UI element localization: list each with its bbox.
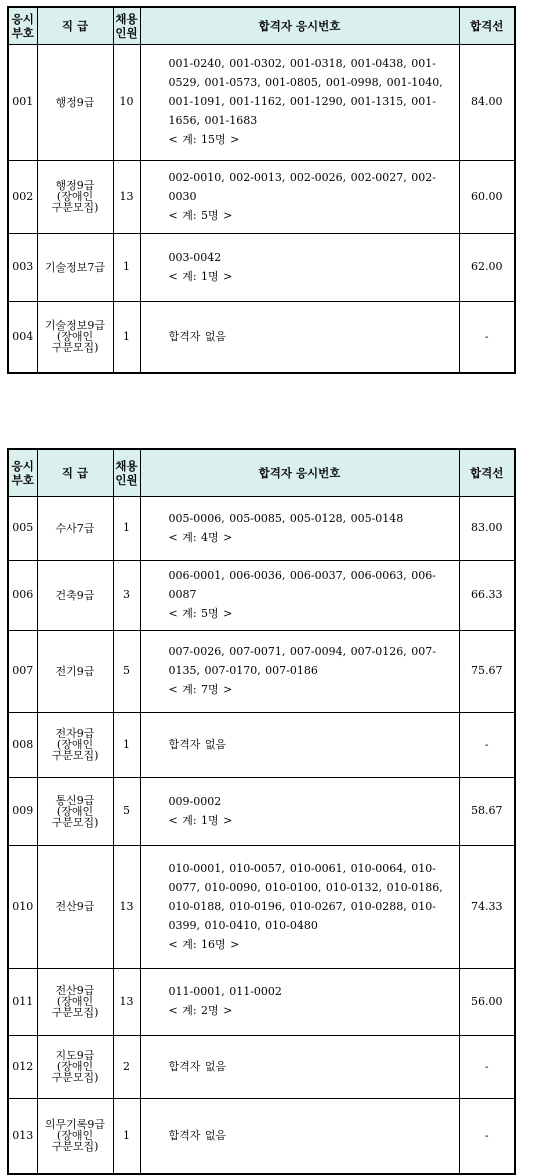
recruit-count: 1 xyxy=(113,233,140,301)
no-passer-note: 합격자 없음 xyxy=(168,329,227,343)
header-numbers: 합격자 응시번호 xyxy=(140,449,459,496)
exam-code: 003 xyxy=(8,233,37,301)
job-grade: 행정9급 (장애인 구분모집) xyxy=(37,160,113,233)
header-grade: 직 급 xyxy=(37,449,113,496)
cutoff-score: 84.00 xyxy=(459,44,515,160)
recruit-count: 5 xyxy=(113,777,140,845)
passer-total: < 계: 2명 > xyxy=(168,1004,233,1017)
table-row xyxy=(8,1035,515,1098)
cutoff-score: 74.33 xyxy=(459,845,515,968)
exam-code: 002 xyxy=(8,160,37,233)
exam-code: 011 xyxy=(8,968,37,1035)
header-recruit: 채용 인원 xyxy=(113,449,140,496)
passer-numbers xyxy=(140,845,459,968)
cutoff-score: - xyxy=(459,301,515,373)
exam-code: 007 xyxy=(8,630,37,712)
passer-numbers xyxy=(140,712,459,777)
passer-total: < 계: 1명 > xyxy=(168,269,233,283)
job-grade: 전산9급 (장애인 구분모집) xyxy=(37,968,113,1035)
passer-total: < 계: 16명 > xyxy=(168,937,240,951)
cutoff-score: 56.00 xyxy=(459,968,515,1035)
no-passer-note: 합격자 없음 xyxy=(168,1128,227,1142)
header-numbers: 합격자 응시번호 xyxy=(140,7,459,44)
cutoff-score: - xyxy=(459,712,515,777)
cutoff-score: 58.67 xyxy=(459,777,515,845)
passer-id-list: 001-0240, 001-0302, 001-0318, 001-0438, 001-0529, 001-0573, 001-0805, 001-0998, 001-1040, 001-1091, 001-1162, 001-1290, 001-1315, 001-1656, 001-1683 xyxy=(168,57,443,127)
cutoff-score: 62.00 xyxy=(459,233,515,301)
recruit-count: 1 xyxy=(113,496,140,560)
passer-total: < 계: 4명 > xyxy=(168,530,233,544)
exam-code: 001 xyxy=(8,44,37,160)
recruit-count: 10 xyxy=(113,44,140,160)
job-grade: 기술정보7급 xyxy=(37,233,113,301)
exam-code: 004 xyxy=(8,301,37,373)
exam-code: 006 xyxy=(8,560,37,630)
cutoff-score: 60.00 xyxy=(459,160,515,233)
cutoff-score: 66.33 xyxy=(459,560,515,630)
passer-id-list: 007-0026, 007-0071, 007-0094, 007-0126, 007-0135, 007-0170, 007-0186 xyxy=(168,645,437,677)
header-recruit: 채용 인원 xyxy=(113,7,140,44)
exam-code: 008 xyxy=(8,712,37,777)
header-grade: 직 급 xyxy=(37,7,113,44)
passer-numbers xyxy=(140,1035,459,1098)
table-row xyxy=(8,160,515,233)
header-row xyxy=(8,449,515,496)
passer-numbers xyxy=(140,160,459,233)
table-row xyxy=(8,630,515,712)
cutoff-score: 75.67 xyxy=(459,630,515,712)
recruit-count: 3 xyxy=(113,560,140,630)
header-cutoff: 합격선 xyxy=(459,7,515,44)
recruit-count: 2 xyxy=(113,1035,140,1098)
passer-id-list: 002-0010, 002-0013, 002-0026, 002-0027, 002-0030 xyxy=(168,170,437,203)
recruit-count: 13 xyxy=(113,160,140,233)
table-row xyxy=(8,712,515,777)
table-row xyxy=(8,777,515,845)
table-row xyxy=(8,496,515,560)
recruit-count: 5 xyxy=(113,630,140,712)
recruit-count: 1 xyxy=(113,301,140,373)
job-grade: 행정9급 xyxy=(37,44,113,160)
results-table-2 xyxy=(7,448,516,1175)
table-row xyxy=(8,301,515,373)
header-cutoff: 합격선 xyxy=(459,449,515,496)
job-grade: 건축9급 xyxy=(37,560,113,630)
passer-numbers xyxy=(140,560,459,630)
exam-code: 012 xyxy=(8,1035,37,1098)
header-code: 응시 부호 xyxy=(8,449,37,496)
job-grade: 수사7급 xyxy=(37,496,113,560)
cutoff-score: - xyxy=(459,1035,515,1098)
job-grade: 전산9급 xyxy=(37,845,113,968)
passer-id-list: 009-0002 xyxy=(168,794,222,808)
passer-numbers xyxy=(140,496,459,560)
recruit-count: 1 xyxy=(113,712,140,777)
passer-total: < 계: 5명 > xyxy=(168,208,233,222)
cutoff-score: 83.00 xyxy=(459,496,515,560)
passer-id-list: 006-0001, 006-0036, 006-0037, 006-0063, 006-0087 xyxy=(168,569,437,601)
header-row xyxy=(8,7,515,44)
exam-code: 009 xyxy=(8,777,37,845)
job-grade: 기술정보9급 (장애인 구분모집) xyxy=(37,301,113,373)
passer-id-list: 003-0042 xyxy=(168,250,222,264)
no-passer-note: 합격자 없음 xyxy=(168,737,227,751)
passer-total: < 계: 7명 > xyxy=(168,683,233,696)
passer-numbers xyxy=(140,1098,459,1174)
no-passer-note: 합격자 없음 xyxy=(168,1059,227,1073)
passer-numbers xyxy=(140,301,459,373)
table-row xyxy=(8,560,515,630)
passer-numbers xyxy=(140,233,459,301)
passer-total: < 계: 5명 > xyxy=(168,607,233,620)
job-grade: 통신9급 (장애인 구분모집) xyxy=(37,777,113,845)
table-row xyxy=(8,44,515,160)
recruit-count: 13 xyxy=(113,968,140,1035)
results-table-1 xyxy=(7,6,516,374)
recruit-count: 1 xyxy=(113,1098,140,1174)
cutoff-score: - xyxy=(459,1098,515,1174)
job-grade: 지도9급 (장애인 구분모집) xyxy=(37,1035,113,1098)
passer-numbers xyxy=(140,44,459,160)
passer-id-list: 005-0006, 005-0085, 005-0128, 005-0148 xyxy=(168,511,404,525)
passer-numbers xyxy=(140,968,459,1035)
table-row xyxy=(8,845,515,968)
passer-numbers xyxy=(140,630,459,712)
passer-numbers xyxy=(140,777,459,845)
table-row xyxy=(8,1098,515,1174)
table-row xyxy=(8,968,515,1035)
job-grade: 전기9급 xyxy=(37,630,113,712)
exam-code: 013 xyxy=(8,1098,37,1174)
header-code: 응시 부호 xyxy=(8,7,37,44)
passer-total: < 계: 15명 > xyxy=(168,133,240,146)
table-row xyxy=(8,233,515,301)
passer-id-list: 010-0001, 010-0057, 010-0061, 010-0064, 010-0077, 010-0090, 010-0100, 010-0132, 010-0186, 010-0188, 010-0196, 010-0267, 010-0288, 010-0399, 010-0410, 010-0480 xyxy=(168,861,443,932)
exam-code: 005 xyxy=(8,496,37,560)
passer-total: < 계: 1명 > xyxy=(168,813,233,827)
exam-code: 010 xyxy=(8,845,37,968)
recruit-count: 13 xyxy=(113,845,140,968)
job-grade: 의무기록9급 (장애인 구분모집) xyxy=(37,1098,113,1174)
job-grade: 전자9급 (장애인 구분모집) xyxy=(37,712,113,777)
passer-id-list: 011-0001, 011-0002 xyxy=(168,985,282,998)
